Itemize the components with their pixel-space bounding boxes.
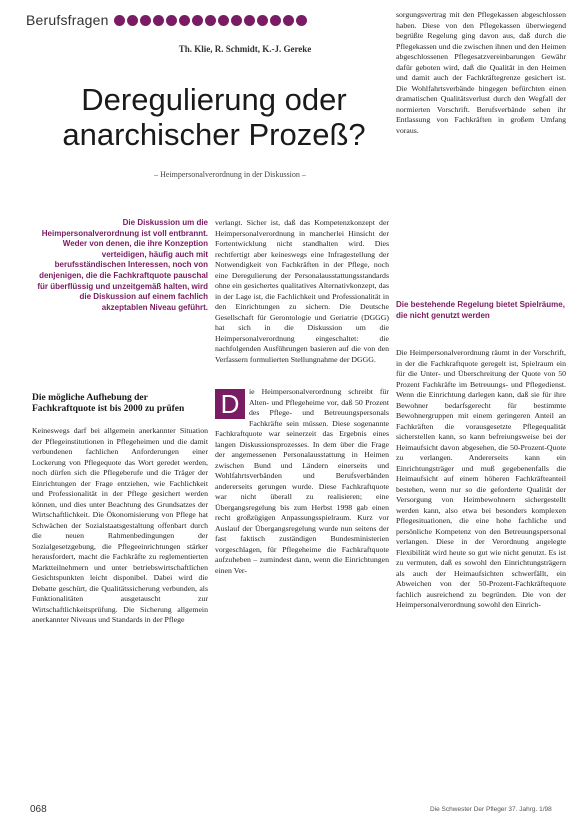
rubric-dot (192, 15, 203, 26)
body-paragraph: verlangt. Sicher ist, daß das Kompetenzkonzept der Heimpersonalverordnung in mancherlei Hinsicht der Fortentwicklung nicht standhalten wird. Dies rechtfertigt aber keineswegs eine Infragestellung der Notwendigkeit von Fachkräften in der Pflege, noch eine Deregulierung der Personalausstattungsstandards ohne ein gesichertes qualitatives Alternativkonzept, das in der Lage ist, die Fachlichkeit und Professionalität in den Einrichtungen zu sichern. Die Deutsche Gesellschaft für Gerontologie und Geriatrie (DGGG) hat sich in die Diskussion um die Heimpersonalverordnung eingeschaltet: die nachfolgenden Ausführungen basieren auf die von den Verfassern formulierten Stellungnahme der DGGG. (215, 218, 389, 364)
rubric-dot (114, 15, 125, 26)
lead-paragraph: Die Diskussion um die Heimpersonalverordnung ist voll entbrannt. Weder von denen, die ihre Konzeption verteidigen, häufig auch mit berufsständischen Interessen, noch von denjenigen, die die Fachkraftquote pauschal für überflüssig und unzeitgemäß halten, wird die Diskussion auf einem fachlich akzeptablen Niveau geführt. (37, 218, 208, 312)
title-line-2: anarchischer Prozeß? (62, 117, 366, 152)
rubric-dot (205, 15, 216, 26)
rubric-dot (218, 15, 229, 26)
text-column-3-bottom (396, 348, 566, 806)
text-column-1 (32, 426, 208, 806)
rubric-dot (257, 15, 268, 26)
body-paragraph: sorgungsvertrag mit den Pflegekassen abgeschlossen haben. Diese von den Pflegekassen überwiegend begrüßte Regelung ging davon aus, daß durch die Pflegekassen und die zwischen ihnen und den Heimen abgeschlossenen Pflegesatzvereinbarungen Gewähr dafür geboten wird, daß die Qualität in den Heimen und damit auch der Fachkräftegrenze gesichert ist. Die Wohlfahrtsverbände hingegen befürchten einen dramatischen Qualitätsverlust durch den Wegfall der normierten Vorschrift. Berufsverbände sehen ihr Entlassung von Fachkräften in großem Umfang voraus. (396, 10, 566, 135)
section-heading-right: Die bestehende Regelung bietet Spielräume, die nicht genutzt werden (396, 300, 565, 320)
text-column-3-top (396, 10, 566, 278)
footer-citation: Die Schwester Der Pfleger 37. Jahrg. 1/98 (430, 806, 552, 813)
article-subtitle: – Heimpersonalverordnung in der Diskussion – (154, 170, 306, 179)
page-number: 068 (30, 804, 47, 815)
rubric-dot (244, 15, 255, 26)
rubric-header (26, 10, 307, 30)
rubric-dot (270, 15, 281, 26)
body-paragraph: Die Heimpersonalverordnung räumt in der Vorschrift, in der die Fachkraftquote geregelt ist, Spielraum ein für die Unter- und Überschreitung der Quote von 50 Prozent Fachkräfte im Betreuungs- und Pflegedienst. Wenn die Einrichtung darlegen kann, daß sie für ihre Bewohner bedarfsgerecht für bestimmte Bewohnergruppen mit einem geringeren Anteil an Fachkräften die vorausgesetzte Pflegequalität sicherstellen kann, so kann befreiungsweise bei der Heimaufsicht davon abgesehen, die 50-Prozent-Quote zu verlangen. Andererseits kann ein Einrichtungsträger und muß gegebenenfalls die Heimaufsicht auf einem höheren Fachkräfteanteil bestehen, wenn nur so die geforderte Qualität der Versorgung von Heimbewohnern sichergestellt werden kann, also etwa bei besonders komplexen Pflegesituationen, die eine hohe fachliche und persönliche Kompetenz von den Betreuungspersonal verlangen. Diese in der Verordnung angelegte Flexibilität wird heute so gut wie nicht genutzt. Es ist zu vermuten, daß es sowohl den Einrichtungsträgern als auch der Heimaufsichten schwerfällt, ein Abweichen von der 50-Prozent-Fachkräftequote fachlich ausreichend zu begründen. Die von der Heimpersonalverordnung sowohl den Einrich- (396, 348, 566, 609)
dropcap: D (215, 389, 245, 419)
rubric-label: Berufsfragen (26, 12, 109, 28)
rubric-dots (114, 15, 307, 26)
dropcap-paragraph (215, 387, 389, 576)
rubric-dot (231, 15, 242, 26)
rubric-dot (166, 15, 177, 26)
section-heading-left: Die mögliche Aufhebung der Fachkraftquote ist bis 2000 zu prüfen (32, 393, 185, 414)
rubric-dot (140, 15, 151, 26)
author-line: Th. Klie, R. Schmidt, K.-J. Gereke (178, 44, 312, 54)
article-title (44, 82, 384, 152)
body-paragraph: Keineswegs darf bei allgemein anerkannter Situation der Pflegeinstitutionen in Pflegeheimen und die damit verbundenen fachlichen Anforderungen einer Lockerung von Pflegequote das Wort geredet werden, noch dürfen sich die Pflegeberufe und die Träger der Einrichtungen der Frage entziehen, wie Fachlichkeit und Professionalität in der Pflege gesichert werden können, und dies unter Beachtung des Grundsatzes der Wirtschaftlichkeit. Die Ökonomisierung von Pflege hat Schwächen der Sozialstaatsgestaltung offenbart durch die neuen Rahmenbedingungen der Sozialgesetzgebung, die Pflegeeinrichtungen stärker herausfordert, macht die Fachkräfte zu reglementierten Marktteilnehmern und unter betriebswirtschaftlichen Gesichtspunkten leicht disponibel. Dabei wird die Debatte geschürt, die Qualitätssicherung verbunden, als Funktionalitäten ausgetauscht zur Wirtschaftlichkeitsprüfung. Die Sicherung allgemein anerkannter Niveaus und Standards in der Pflege (32, 426, 208, 624)
rubric-dot (179, 15, 190, 26)
title-line-1: Deregulierung oder (81, 82, 347, 117)
rubric-dot (296, 15, 307, 26)
text-column-2 (215, 218, 389, 806)
rubric-dot (153, 15, 164, 26)
rubric-dot (283, 15, 294, 26)
rubric-dot (127, 15, 138, 26)
dropcap-paragraph-text: ie Heimpersonalverordnung schreibt für Alten- und Pflegeheime vor, daß 50 Prozent des Pflege- und Betreuungspersonals Fachkräfte sein müssen. Diese sogenannte Fachkraftquote war seinerzeit das Ergebnis eines langen Diskussionsprozesses. In dem über die Frage der angemessenen Personalausstattung in Heimen zwischen Bund und Ländern einerseits und Wohlfahrtsverbänden und Berufsverbänden andererseits gerungen wurde. Diese Fachkraftquote war nicht überall zu realisieren; eine Übergangsregelung bis zum Herbst 1998 gab einen recht großzügigen Anpassungsspielraum. Kurz vor Auslauf der Übergangsregelung wurde nun seitens der fast faktisch zuständigen Bundesministerien vorgeschlagen, für Pflegeheime die Fachkraftquote aufzuheben – zumindest dann, wenn die Einrichtungen einen Ver- (215, 387, 389, 575)
